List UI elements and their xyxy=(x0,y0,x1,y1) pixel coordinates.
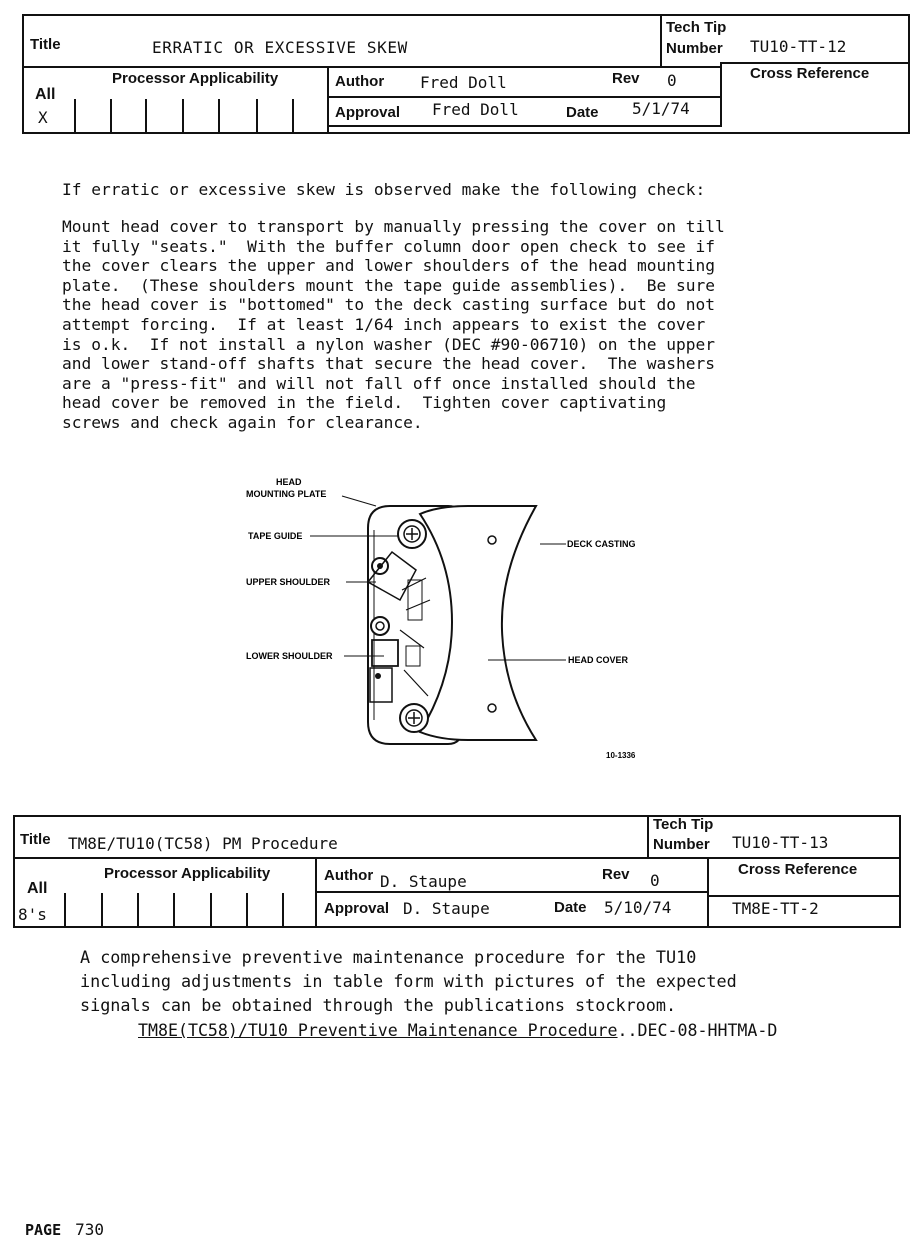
date-value: 5/1/74 xyxy=(632,99,690,118)
author-label: Author xyxy=(335,73,385,90)
label-head: HEAD xyxy=(276,477,302,487)
title-label: Title xyxy=(20,831,51,848)
number-label: Number xyxy=(653,836,710,853)
applicability-mark: 8's xyxy=(18,905,47,924)
processor-applicability-label: Processor Applicability xyxy=(104,865,271,882)
approval-value: D. Staupe xyxy=(403,899,490,918)
instruction-line: head cover be removed in the field. Tighten cover captivating xyxy=(62,393,667,413)
instruction-line: the cover clears the upper and lower shoulders of the head mounting xyxy=(62,256,715,276)
instruction-paragraph xyxy=(62,217,725,433)
instruction-line: it fully "seats." With the buffer column door open check to see if xyxy=(62,236,715,256)
paragraph-line: signals can be obtained through the publications stockroom. xyxy=(80,995,677,1015)
approval-label: Approval xyxy=(324,900,390,917)
page-label: PAGE xyxy=(25,1221,62,1239)
author-value: D. Staupe xyxy=(380,872,467,891)
tech-tip-number: TU10-TT-13 xyxy=(732,833,829,852)
page-footer xyxy=(25,1220,104,1240)
paragraph-line: including adjustments in table form with pictures of the expected xyxy=(80,971,737,991)
tech-tip-number: TU10-TT-12 xyxy=(750,37,847,56)
all-label: All xyxy=(27,880,48,897)
label-deck-casting: DECK CASTING xyxy=(567,539,636,549)
label-lower-shoulder: LOWER SHOULDER xyxy=(246,651,333,661)
tape-guide-bottom xyxy=(400,704,428,732)
instruction-line: the head cover is "bottomed" to the deck casting surface but do not xyxy=(62,295,715,315)
cross-reference-value: TM8E-TT-2 xyxy=(732,899,819,918)
all-label: All xyxy=(35,86,56,103)
tech-tip-label: Tech Tip xyxy=(653,816,714,833)
rev-label: Rev xyxy=(612,70,640,87)
date-label: Date xyxy=(554,899,587,916)
document-number: ..DEC-08-HHTMA-D xyxy=(617,1021,778,1040)
intro-paragraph: If erratic or excessive skew is observed make the following check: xyxy=(62,180,706,199)
cross-reference-label: Cross Reference xyxy=(750,65,870,82)
label-upper-shoulder: UPPER SHOULDER xyxy=(246,577,331,587)
approval-label: Approval xyxy=(335,104,401,121)
document-reference xyxy=(138,1021,777,1041)
tech-tip-title: TM8E/TU10(TC58) PM Procedure xyxy=(68,834,338,853)
document-title: TM8E(TC58)/TU10 Preventive Maintenance Procedure xyxy=(138,1021,618,1040)
date-value: 5/10/74 xyxy=(604,898,672,917)
title-label: Title xyxy=(30,36,61,53)
applicability-mark: X xyxy=(38,108,48,127)
tape-guide-top xyxy=(398,520,426,548)
pm-procedure-paragraph xyxy=(80,945,737,1017)
tech-tip-title: ERRATIC OR EXCESSIVE SKEW xyxy=(152,38,408,57)
tech-tip-label: Tech Tip xyxy=(666,19,727,36)
rev-value: 0 xyxy=(650,871,660,890)
instruction-line: Mount head cover to transport by manually pressing the cover on till xyxy=(62,217,725,236)
instruction-line: screws and check again for clearance. xyxy=(62,412,423,432)
paragraph-line: A comprehensive preventive maintenance procedure for the TU10 xyxy=(80,947,697,967)
author-label: Author xyxy=(324,867,374,884)
rev-value: 0 xyxy=(667,71,677,90)
instruction-line: and lower stand-off shafts that secure the head cover. The washers xyxy=(62,354,715,374)
approval-value: Fred Doll xyxy=(432,100,519,119)
cross-reference-label: Cross Reference xyxy=(738,861,858,878)
label-mounting-plate: MOUNTING PLATE xyxy=(246,489,327,499)
instruction-line: is o.k. If not install a nylon washer (DEC #90-06710) on the upper xyxy=(62,334,715,354)
label-tape-guide: TAPE GUIDE xyxy=(248,531,303,541)
author-value: Fred Doll xyxy=(420,73,507,92)
head-cover-diagram xyxy=(240,470,660,770)
processor-applicability-label: Processor Applicability xyxy=(112,70,279,87)
page-number: 730 xyxy=(75,1220,105,1239)
label-head-cover: HEAD COVER xyxy=(568,655,629,665)
date-label: Date xyxy=(566,104,599,121)
instruction-line: attempt forcing. If at least 1/64 inch appears to exist the cover xyxy=(62,314,706,334)
instruction-line: plate. (These shoulders mount the tape guide assemblies). Be sure xyxy=(62,275,715,295)
figure-number: 10-1336 xyxy=(606,751,636,760)
rev-label: Rev xyxy=(602,866,630,883)
instruction-line: are a "press-fit" and will not fall off once installed should the xyxy=(62,373,696,393)
number-label: Number xyxy=(666,40,723,57)
